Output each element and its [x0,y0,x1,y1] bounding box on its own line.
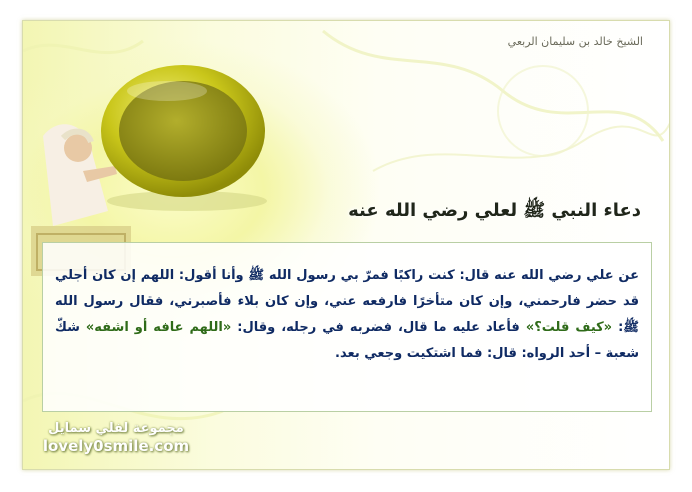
hadith-text-part3: شكّ شعبة – أحد الرواه: قال: فما اشتكيت وجعي بعد. [55,320,639,361]
page-title: دعاء النبي ﷺ لعلي رضي الله عنه [348,200,641,221]
author-name: الشيخ خالد بن سليمان الربعي [507,35,643,48]
hadith-text-part1: عن علي رضي الله عنه قال: كنت راكبًا فمرّ بي رسول الله ﷺ وأنا أقول: اللهم إن كان أجلي قد حضر فارحمني، وإن كان متأخرًا فارفعه عني، وإن كان بلاء فأصبرني، فقال رسول الله ﷺ: [55,268,639,335]
hadith-text [55,263,639,367]
hadith-text-part2: فأعاد عليه ما قال، فضربه في رجله، وقال: [231,320,526,335]
card-frame [22,20,670,470]
prophet-quote-2: «اللهم عافه أو اشفه» [85,320,232,335]
site-url: lovely0smile.com [42,437,190,455]
dua-medallion [87,51,287,221]
hadith-text-box [42,242,652,412]
site-watermark [31,421,201,455]
prophet-quote-1: «كيف قلت؟» [525,320,613,335]
site-arabic-name: مجموعة لفلي سمايل [48,421,184,436]
